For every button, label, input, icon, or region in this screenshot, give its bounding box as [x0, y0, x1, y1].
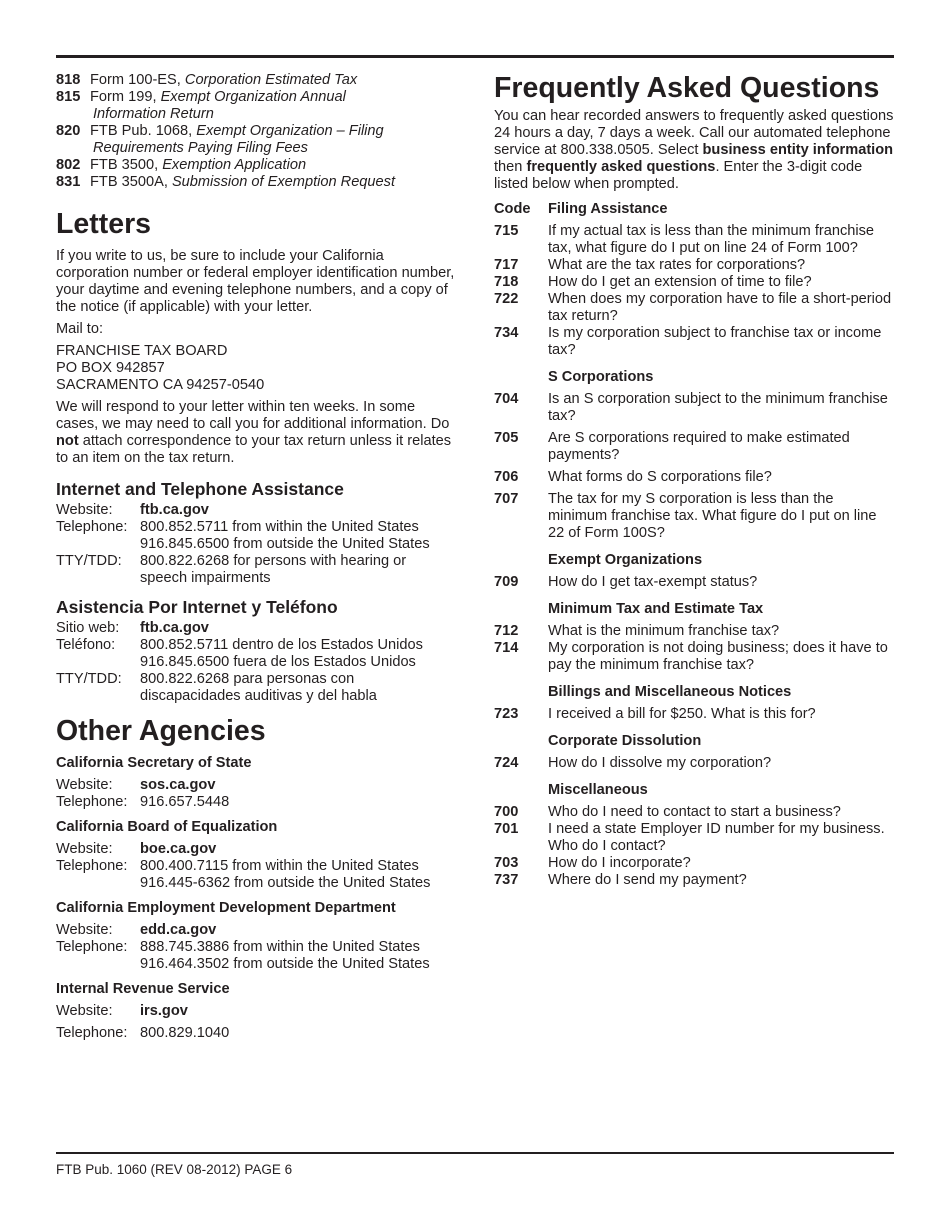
- mailing-address: FRANCHISE TAX BOARD PO BOX 942857 SACRAMENTO CA 94257-0540: [56, 343, 265, 393]
- faq-item: [494, 855, 896, 872]
- asistencia-contacts: Sitio web: ftb.ca.gov Teléfono: 800.852.5711 dentro de los Estados Unidos 916.845.6500 fuera de los Estados Unidos TTY/TDD: 800.822.6268 para personas con discapacidades auditivas y del habla: [56, 620, 456, 705]
- faq-category-dissolution: Corporate Dissolution: [548, 733, 702, 749]
- faq-code: 700: [494, 804, 519, 820]
- faq-item: [494, 821, 896, 855]
- faq-item: [494, 291, 896, 325]
- faq-code: 714: [494, 640, 519, 656]
- faq-scorp-list: [494, 391, 896, 542]
- faq-question: Are S corporations required to make estimated payments?: [548, 430, 850, 463]
- faq-code: 706: [494, 469, 519, 485]
- faq-code: 715: [494, 223, 519, 239]
- asistencia-heading: Asistencia Por Internet y Teléfono: [56, 597, 338, 617]
- faq-intro: You can hear recorded answers to frequently asked questions 24 hours a day, 7 days a week. Call our automated telephone service at 800.338.0505. Select business entity information then frequently asked questions. Enter the 3-digit code listed below when prompted.: [494, 108, 894, 192]
- faq-item: [494, 640, 896, 674]
- faq-filing-list: [494, 223, 896, 359]
- faq-dissolution-list: [494, 755, 896, 772]
- faq-misc-list: [494, 804, 896, 889]
- faq-question: Where do I send my payment?: [548, 872, 747, 888]
- page-footer: FTB Pub. 1060 (REV 08-2012) PAGE 6: [56, 1162, 293, 1177]
- form-item: 831 FTB 3500A, Submission of Exemption Request: [56, 174, 396, 190]
- faq-code: 722: [494, 291, 519, 307]
- ftb-sitio-web-link[interactable]: ftb.ca.gov: [140, 620, 209, 636]
- edd-heading: California Employment Development Department: [56, 900, 396, 916]
- faq-code-header: Code Filing Assistance: [494, 201, 668, 217]
- top-rule: [56, 55, 894, 58]
- ftb-website-link[interactable]: ftb.ca.gov: [140, 502, 209, 518]
- faq-category-billings: Billings and Miscellaneous Notices: [548, 684, 792, 700]
- faq-question: Who do I need to contact to start a business?: [548, 804, 841, 820]
- irs-heading: Internal Revenue Service: [56, 981, 230, 997]
- faq-item: [494, 274, 896, 291]
- left-column: 818 Form 100-ES, Corporation Estimated Tax 815 Form 199, Exempt Organization Annual Information Return 820 FTB Pub. 1068, Exempt Organization – Filing Requirements Paying Filing Fees 802 FTB 3500, Exemption Application 831 FTB 3500A, Submission of Exemption Request Letters If you write to us, be sure to include your California corporation number or federal employer identification number, your daytime and evening telephone numbers, and a copy of the notice (if applicable) with your letter. Mail to: FRANCHISE TAX BOARD PO BOX 942857 SACRAMENTO CA 94257-0540 We will respond to your letter within ten weeks. In some cases, we may need to call you for additional information. Do not attach correspondence to your tax return unless it relates to an item on the tax return. Internet and Telephone Assistance Website: ftb.ca.gov Telephone: 800.852.5711 from within the United States 916.845.6500 from outside the United States TTY/TDD: 800.822.6268 for persons with hearing or speech impairments Asistencia Por Internet y Teléfono Sitio web: ftb.ca.gov Teléfono: 800.852.5711 dentro de los Estados Unidos 916.845.6500 fuera de los Estados Unidos TTY/TDD: 800.822.6268 para personas con discapacidades auditivas y del habla Other Agencies California Secretary of State Website: sos.ca.gov Telephone: 916.657.5448 California Board of Equalization Website: boe.ca.gov Telephone: 800.400.7115 from within the United States 916.445-6362 from outside the United States California Employment Development Department Website: edd.ca.gov Telephone: 888.745.3886 from within the United States 916.464.3502 from outside the United States Internal Revenue Service Website: irs.gov Telephone: 800.829.1040: [56, 72, 455, 1041]
- faq-question: What is the minimum franchise tax?: [548, 623, 780, 639]
- faq-question: Is my corporation subject to franchise tax or income tax?: [548, 325, 882, 358]
- sos-heading: California Secretary of State: [56, 755, 252, 771]
- right-column: [494, 72, 896, 889]
- faq-question: If my actual tax is less than the minimum franchise tax, what figure do I put on line 24 of Form 100?: [548, 223, 875, 256]
- bottom-rule: [56, 1152, 894, 1154]
- faq-question: When does my corporation have to file a short-period tax return?: [548, 291, 892, 324]
- faq-item: [494, 430, 896, 464]
- irs-website-link[interactable]: irs.gov: [140, 1003, 188, 1019]
- form-item: 820 FTB Pub. 1068, Exempt Organization – Filing: [56, 123, 384, 139]
- faq-item: [494, 491, 896, 542]
- faq-category-exempt: Exempt Organizations: [548, 552, 703, 568]
- form-item: 815 Form 199, Exempt Organization Annual: [56, 89, 346, 105]
- faq-item: [494, 469, 896, 486]
- faq-code: 704: [494, 391, 519, 407]
- faq-question: My corporation is not doing business; does it have to pay the minimum franchise tax?: [548, 640, 888, 673]
- faq-heading: Frequently Asked Questions: [494, 72, 880, 104]
- faq-code: 717: [494, 257, 519, 273]
- faq-code: 712: [494, 623, 519, 639]
- faq-item: [494, 755, 896, 772]
- sos-website-link[interactable]: sos.ca.gov: [140, 777, 216, 793]
- faq-code: 709: [494, 574, 519, 590]
- faq-question: What forms do S corporations file?: [548, 469, 772, 485]
- letters-response: We will respond to your letter within ten weeks. In some cases, we may need to call you for additional information. Do not attach correspondence to your tax return unless it relates to an item on the tax return.: [56, 399, 452, 466]
- forms-list: 818 Form 100-ES, Corporation Estimated Tax 815 Form 199, Exempt Organization Annual Information Return 820 FTB Pub. 1068, Exempt Organization – Filing Requirements Paying Filing Fees 802 FTB 3500, Exemption Application 831 FTB 3500A, Submission of Exemption Request: [56, 72, 456, 191]
- faq-question: Is an S corporation subject to the minimum franchise tax?: [548, 391, 888, 424]
- faq-question: How do I incorporate?: [548, 855, 691, 871]
- letters-intro: If you write to us, be sure to include your California corporation number or federal employer identification number, your daytime and evening telephone numbers, and a copy of the notice (if applicable) with your letter.: [56, 248, 455, 315]
- faq-exempt-list: [494, 574, 896, 591]
- faq-code: 723: [494, 706, 519, 722]
- faq-billing-list: [494, 706, 896, 723]
- form-item: 818 Form 100-ES, Corporation Estimated Tax: [56, 72, 358, 88]
- faq-question: What are the tax rates for corporations?: [548, 257, 806, 273]
- internet-contacts: Website: ftb.ca.gov Telephone: 800.852.5711 from within the United States 916.845.6500 from outside the United States TTY/TDD: 800.822.6268 for persons with hearing or speech impairments: [56, 502, 456, 587]
- faq-question: How do I get tax-exempt status?: [548, 574, 758, 590]
- faq-question: I received a bill for $250. What is this for?: [548, 706, 816, 722]
- faq-item: [494, 223, 896, 257]
- boe-heading: California Board of Equalization: [56, 819, 278, 835]
- faq-item: [494, 391, 896, 425]
- faq-code: 701: [494, 821, 519, 837]
- boe-website-link[interactable]: boe.ca.gov: [140, 841, 217, 857]
- faq-code: 703: [494, 855, 519, 871]
- faq-code: 705: [494, 430, 519, 446]
- faq-item: [494, 804, 896, 821]
- faq-item: [494, 706, 896, 723]
- faq-category-s-corporations: S Corporations: [548, 369, 654, 385]
- faq-category-minimum-tax: Minimum Tax and Estimate Tax: [548, 601, 764, 617]
- faq-category-misc: Miscellaneous: [548, 782, 648, 798]
- faq-question: How do I get an extension of time to file?: [548, 274, 812, 290]
- faq-question: I need a state Employer ID number for my business. Who do I contact?: [548, 821, 885, 854]
- mail-to-label: Mail to:: [56, 321, 104, 337]
- faq-code: 734: [494, 325, 519, 341]
- edd-website-link[interactable]: edd.ca.gov: [140, 922, 217, 938]
- faq-code: 707: [494, 491, 519, 507]
- faq-question: The tax for my S corporation is less than the minimum franchise tax. What figure do I put on line 22 of Form 100S?: [548, 491, 877, 541]
- faq-item: [494, 623, 896, 640]
- faq-item: [494, 872, 896, 889]
- faq-item: [494, 325, 896, 359]
- internet-heading: Internet and Telephone Assistance: [56, 479, 344, 499]
- other-agencies-heading: Other Agencies: [56, 715, 266, 747]
- form-item: 802 FTB 3500, Exemption Application: [56, 157, 307, 173]
- faq-question: How do I dissolve my corporation?: [548, 755, 772, 771]
- faq-min-list: [494, 623, 896, 674]
- faq-item: [494, 574, 896, 591]
- faq-item: [494, 257, 896, 274]
- faq-code: 724: [494, 755, 519, 771]
- faq-code: 718: [494, 274, 519, 290]
- faq-code: 737: [494, 872, 519, 888]
- letters-heading: Letters: [56, 208, 152, 240]
